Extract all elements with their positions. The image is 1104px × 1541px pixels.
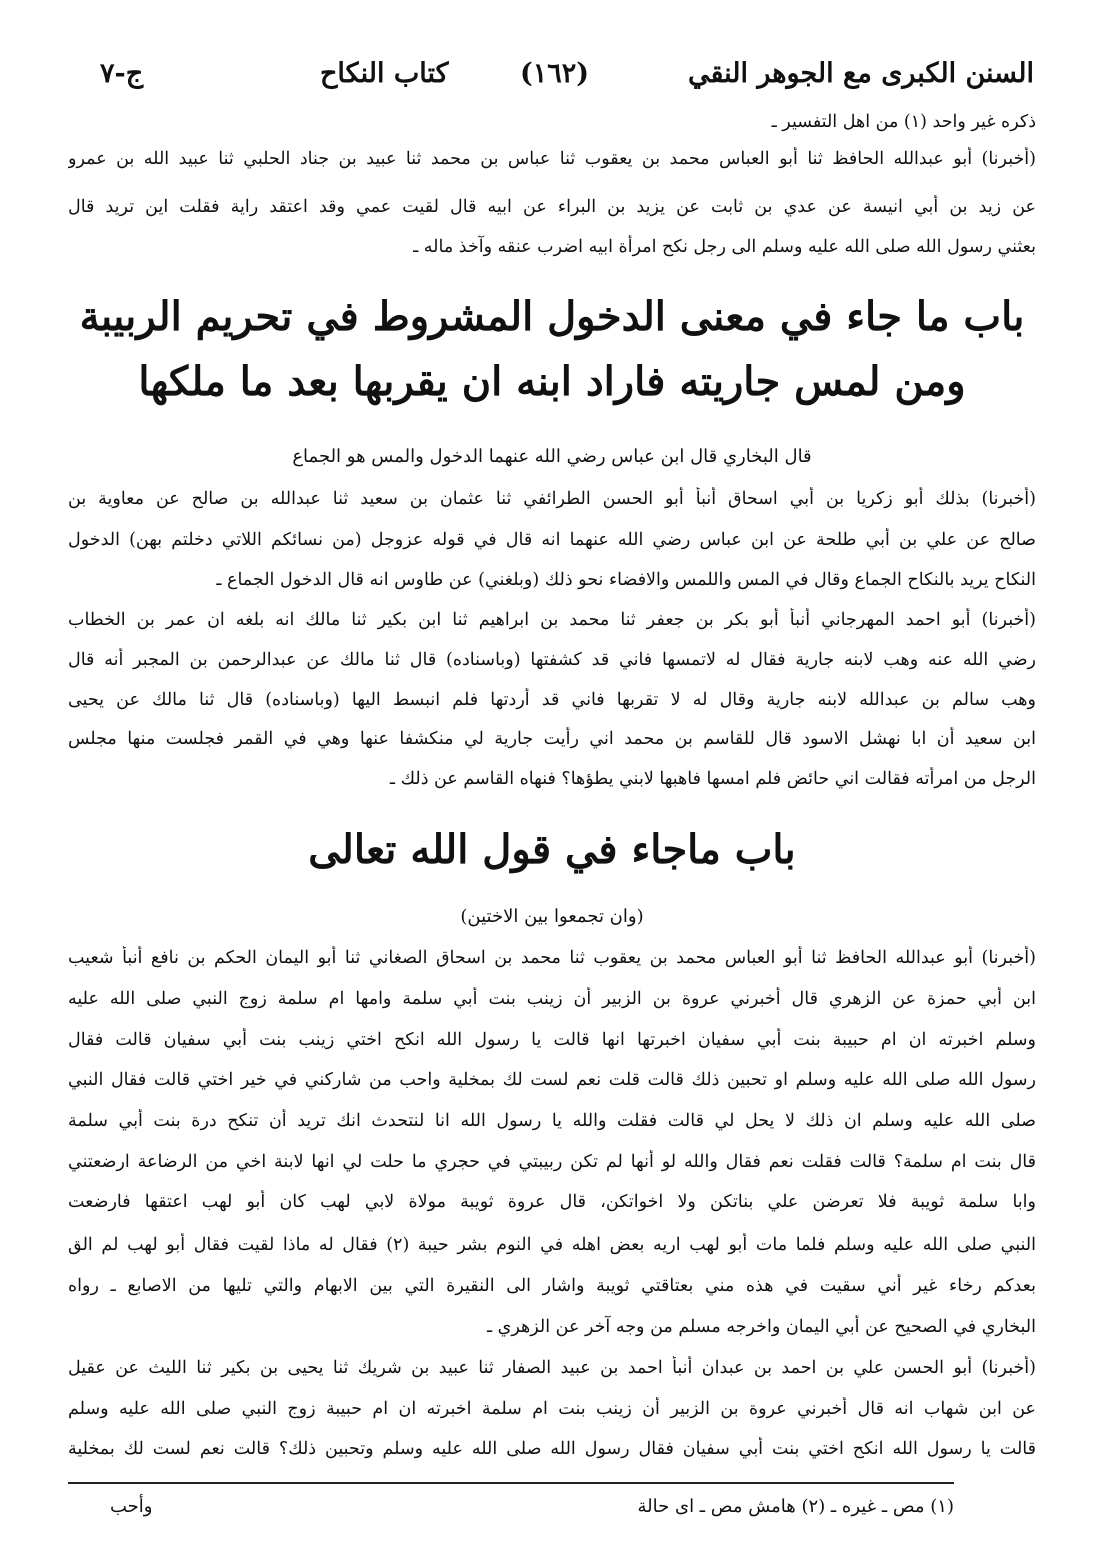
chapter-title: كتاب النكاح <box>320 58 449 89</box>
chapter-heading: ومن لمس جاريته فاراد ابنه ان يقربها بعد ما ملكها <box>138 358 966 405</box>
chapter-heading: باب ماجاء في قول الله تعالى <box>308 826 796 873</box>
text-line: الرجل من امرأته فقالت اني حائض فلم امسها فاهبها لابني يطؤها؟ فنهاه القاسم عن ذلك ـ <box>389 769 1036 789</box>
text-line: (أخبرنا) أبو الحسن علي بن احمد بن عبدان أنبأ احمد بن عبيد الصفار ثنا عبيد بن شريك ثنا يحيى بن بكير ثنا الليث عن عقيل <box>68 1358 1036 1378</box>
text-line: قال بنت ام سلمة؟ قالت فقلت نعم فقال والله لو أنها لم تكن ربيبتي في حجري ما حلت لي انها لابنة اخي من الرضاعة ارضعتني <box>68 1152 1036 1172</box>
text-line: صالح عن علي بن أبي طلحة عن ابن عباس رضي الله عنهما انه قال في قوله عزوجل (من نسائكم اللاتي دخلتم بهن) الدخول <box>68 530 1036 550</box>
text-line: (أخبرنا) أبو احمد المهرجاني أنبأ أبو بكر بن جعفر ثنا محمد بن ابراهيم ثنا ابن بكير ثنا مالك انه بلغه ان عمر بن الخطاب <box>68 610 1036 630</box>
text-line: قالت يا رسول الله انكح اختي بنت أبي سفيان فقال رسول الله صلى الله عليه وسلم وتحبين ذلك؟ قالت نعم لست لك بمخلية <box>68 1439 1036 1459</box>
text-line: وهب سالم بن عبدالله لابنه جارية وقال له لا تقربها فاني قد أردتها فلم انبسط اليها (وباسناده) قال ثنا مالك عن يحيى <box>68 690 1036 710</box>
text-line: وابا سلمة ثويبة فلا تعرضن علي بناتكن ولا اخواتكن، قال عروة ثويبة مولاة لابي لهب كان أبو لهب اعتقها فارضعت <box>68 1192 1036 1212</box>
text-line: (أخبرنا) أبو عبدالله الحافظ ثنا أبو العباس محمد بن يعقوب ثنا عباس بن محمد ثنا عبيد بن جناد الحلبي ثنا عبيد الله بن عمرو <box>68 149 1036 169</box>
chapter-heading: باب ما جاء في معنى الدخول المشروط في تحريم الربيبة <box>79 293 1025 340</box>
subheading: (وان تجمعوا بين الاختين) <box>460 906 644 927</box>
running-header <box>70 58 1034 98</box>
book-title: السنن الكبرى مع الجوهر النقي <box>687 58 1034 89</box>
text-line: ابن سعيد أن ابا نهشل الاسود قال للقاسم بن محمد اني رأيت جارية لي منكشفا عنها وهي في القمر فجلست منها مجلس <box>68 729 1036 749</box>
text-line: النبي صلى الله عليه وسلم فلما مات أبو لهب اريه بعض اهله في النوم بشر حيبة (٢) فقال له ماذا لقيت فقال أبو لهب لم الق <box>68 1235 1036 1255</box>
text-line: البخاري في الصحيح عن أبي اليمان واخرجه مسلم من وجه آخر عن الزهري ـ <box>486 1317 1036 1337</box>
volume-number: ج-٧ <box>100 58 144 89</box>
text-line: (أخبرنا) أبو عبدالله الحافظ ثنا أبو العباس محمد بن يعقوب ثنا محمد بن اسحاق الصغاني ثنا أبو اليمان الحكم بن نافع أنبأ شعيب <box>68 948 1036 968</box>
text-line: رضي الله عنه وهب لابنه جارية فقال له لاتمسها فاني قد كشفتها (وباسناده) قال ثنا مالك عن عبدالرحمن بن المجبر أنه قال <box>68 650 1036 670</box>
catchword: وأحب <box>110 1496 153 1517</box>
subheading: قال البخاري قال ابن عباس رضي الله عنهما الدخول والمس هو الجماع <box>292 446 812 467</box>
footnote-rule <box>68 1482 954 1484</box>
text-line: صلى الله عليه وسلم ان ذلك لا يحل لي قالت فقلت والله يا رسول الله انا لنتحدث انك تريد أن تنكح درة بنت أبي سلمة <box>68 1111 1036 1131</box>
text-line: بعثني رسول الله صلى الله عليه وسلم الى رجل نكح امرأة ابيه اضرب عنقه وآخذ ماله ـ <box>413 237 1036 257</box>
page-number: (١٦٢) <box>520 58 590 89</box>
text-line: رسول الله صلى الله عليه وسلم او تحبين ذلك قالت قلت نعم لست لك بمخلية واحب من شاركني في خير اختي قالت فقال النبي <box>68 1070 1036 1090</box>
footnotes: (١) مص ـ غيره ـ (٢) هامش مص ـ اى حالة <box>637 1496 954 1517</box>
text-line: ابن أبي حمزة عن الزهري قال أخبرني عروة بن الزبير أن زينب بنت أبي سلمة وامها ام سلمة زوج النبي صلى الله عليه <box>68 989 1036 1009</box>
text-line: ذكره غير واحد (١) من اهل التفسير ـ <box>771 112 1036 132</box>
text-line: النكاح يريد بالنكاح الجماع وقال في المس واللمس والافضاء نحو ذلك (وبلغني) عن طاوس انه قال الدخول الجماع ـ <box>216 570 1036 590</box>
text-line: وسلم اخبرته ان ام حبيبة بنت أبي سفيان اخبرتها انها قالت يا رسول الله انكح اختي زينب بنت أبي سفيان قالت فقال <box>68 1030 1036 1050</box>
text-line: (أخبرنا) بذلك أبو زكريا بن أبي اسحاق أنبأ أبو الحسن الطرائفي ثنا عثمان بن سعيد ثنا عبدالله بن صالح عن معاوية بن <box>68 489 1036 509</box>
text-line: بعدكم رخاء غير أني سقيت في هذه مني بعتاقتي ثويبة واشار الى النقيرة التي بين الابهام والتي تليها من الاصابع ـ رواه <box>68 1276 1036 1296</box>
text-line: عن ابن شهاب انه قال أخبرني عروة بن الزبير أن زينب بنت ام سلمة اخبرته ان ام حبيبة زوج النبي صلى الله عليه وسلم <box>68 1399 1036 1419</box>
text-line: عن زيد بن أبي انيسة عن عدي بن ثابت عن يزيد بن البراء عن ابيه قال لقيت عمي وقد اعتقد راية فقلت اين تريد قال <box>68 197 1036 217</box>
